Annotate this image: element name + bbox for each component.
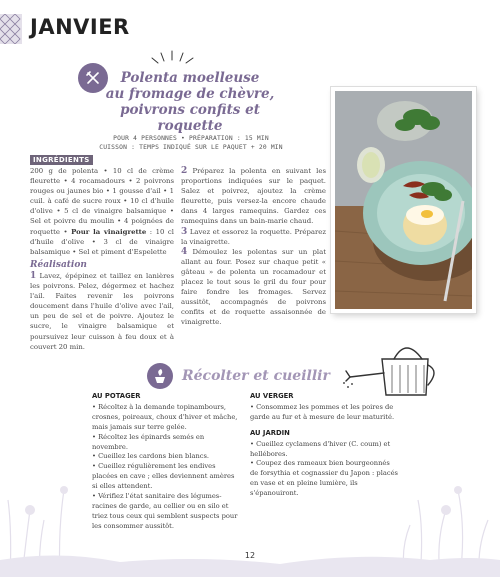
step-text: Démoulez les polentas sur un plat allant au four. Posez sur chaque petit « gâteau » de polenta un rocamadour et placez le tout sous le gril du four pour faire fondre les fromages. Servez aussitôt, accompagnés de poivrons confits et de roquette assaisonnée de vinaigrette. [181, 247, 327, 327]
step-text: Lavez, épépinez et taillez en lanières les poivrons. Pelez, dégermez et hachez l'ail. Faites revenir les poivrons doucement dans l'huile d'olive avec l'ail, un peu de sel et de poivre. Ajoutez le sucre, le vinaigre balsamique et poursuivez leur cuisson à feu doux et à couvert 20 min. [30, 271, 174, 351]
step-text: Lavez et essorez la roquette. Préparez la vinaigrette. [181, 227, 326, 246]
garden-section-title: Récolter et cueillir [182, 368, 330, 384]
verger-jardin-column [250, 392, 400, 499]
ingredients-text: 200 g de polenta • 10 cl de crème fleurette • 4 rocamadours • 2 poivrons rouges ou jaunes bio • 1 gousse d'ail • 1 cuil. à café de sucre roux • 10 cl d'huile d'olive • 5 cl de vinaigre balsamique • Sel et poivre du moulin • 4 poignées de roquette • [30, 167, 174, 236]
step-text: Préparez la polenta en suivant les proportions indiquées sur le paquet. Salez et poivrez, ajoutez la crème fleurette, puis versez-la encore chaude dans 4 larges ramequins. Gardez ces ramequins dans un bain-marie chaud. [181, 167, 326, 226]
step-number: 1 [30, 270, 37, 281]
vinaigrette-label: Pour la vinaigrette [71, 227, 147, 236]
jardin-item: • Cueillez cyclamens d'hiver (C. coum) et hellébores. [250, 439, 391, 458]
realisation-heading: Réalisation [30, 259, 87, 270]
vinaigrette-text: : 10 cl d'huile d'olive • 3 cl de vinaigre balsamique • Sel et piment d'Espelette [30, 227, 174, 256]
recipe-title-line-1: Polenta moelleuse [120, 70, 260, 86]
step-3 [181, 227, 326, 247]
step-number: 2 [181, 166, 188, 176]
watering-can-icon [342, 337, 442, 399]
steps-column [181, 166, 326, 328]
jardin-heading: AU JARDIN [250, 428, 290, 437]
servings-prep-line: POUR 4 PERSONNES • PRÉPARATION : 15 MIN [113, 135, 269, 142]
burst-decoration [148, 49, 200, 67]
verger-heading: AU VERGER [250, 392, 294, 400]
corner-pattern-decoration [0, 14, 22, 44]
jardin-item: • Coupez des rameaux bien bourgeonnés de forsythia et cognassier du Japon : placés en vase et en pleine lumière, ils s'épanouiront. [250, 459, 398, 498]
cooking-time-line: CUISSON : TEMPS INDIQUÉ SUR LE PAQUET + 20 MIN [99, 144, 283, 151]
recipe-meta [56, 134, 326, 152]
potager-item: • Récoltez les épinards semés en novembre. [92, 432, 205, 451]
step-1 [30, 271, 174, 352]
step-number: 3 [181, 226, 188, 237]
page-number: 12 [244, 551, 256, 560]
recipe-title [95, 70, 285, 134]
month-heading: JANVIER [30, 15, 130, 39]
recipe-title-line-3: poivrons confits et roquette [120, 102, 260, 134]
potager-item: • Récoltez à la demande topinambours, crosnes, poireaux, choux d'hiver et mâche, mais jamais sur terre gelée. [92, 402, 238, 431]
step-number: 4 [181, 246, 188, 257]
potager-item: • Cueillez les cardons bien blancs. [92, 452, 210, 461]
potager-item: • Vérifiez l'état sanitaire des légumes-racines de garde, au cellier ou en silo et triez tous ceux qui semblent suspects pour les consommer aussitôt. [92, 492, 238, 530]
ingredients-label: INGRÉDIENTS [30, 155, 93, 165]
ingredients-column [30, 166, 174, 352]
step-2 [181, 166, 326, 227]
potager-column [92, 392, 239, 532]
step-4 [181, 247, 326, 328]
plant-pot-icon [147, 363, 173, 389]
verger-item: • Consommez les pommes et les poires de garde au fur et à mesure de leur maturité. [250, 402, 395, 421]
recipe-photo [331, 87, 476, 313]
recipe-title-line-2: au fromage de chèvre, [105, 86, 275, 102]
potager-heading: AU POTAGER [92, 392, 141, 400]
potager-item: • Cueillez régulièrement les endives placées en cave ; elles deviennent amères si elles attendent. [92, 462, 235, 491]
